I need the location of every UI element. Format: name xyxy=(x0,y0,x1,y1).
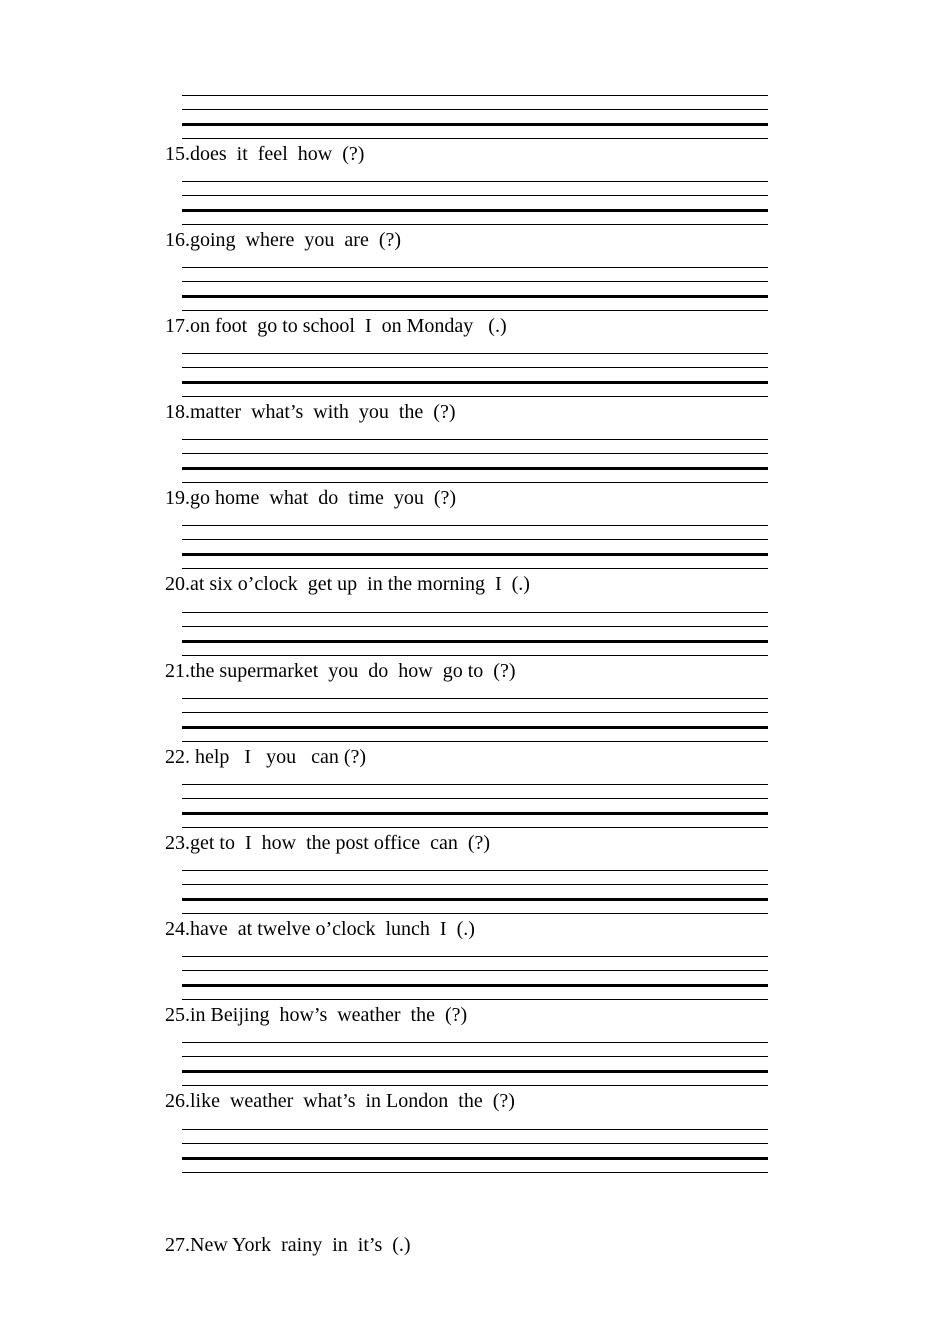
writing-lines-24 xyxy=(182,956,768,1000)
writing-lines-21 xyxy=(182,698,768,742)
writing-lines-19 xyxy=(182,525,768,569)
question-24: 24.have at twelve o’clock lunch I (.) xyxy=(165,918,475,940)
question-27: 27.New York rainy in it’s (.) xyxy=(165,1234,411,1256)
writing-lines-25 xyxy=(182,1042,768,1086)
question-20: 20.at six o’clock get up in the morning I (.) xyxy=(165,573,530,595)
question-17: 17.on foot go to school I on Monday (.) xyxy=(165,315,507,337)
writing-lines-26 xyxy=(182,1129,768,1173)
question-22: 22. help I you can (?) xyxy=(165,746,367,768)
question-25: 25.in Beijing how’s weather the (?) xyxy=(165,1004,468,1026)
writing-lines-22 xyxy=(182,784,768,828)
question-19: 19.go home what do time you (?) xyxy=(165,487,457,509)
writing-lines-23 xyxy=(182,870,768,914)
writing-lines-14 xyxy=(182,95,768,139)
question-26: 26.like weather what’s in London the (?) xyxy=(165,1090,515,1112)
writing-lines-15 xyxy=(182,181,768,225)
writing-lines-20 xyxy=(182,612,768,656)
writing-lines-18 xyxy=(182,439,768,483)
question-23: 23.get to I how the post office can (?) xyxy=(165,832,491,854)
question-15: 15.does it feel how (?) xyxy=(165,143,365,165)
question-21: 21.the supermarket you do how go to (?) xyxy=(165,660,516,682)
writing-lines-16 xyxy=(182,267,768,311)
question-18: 18.matter what’s with you the (?) xyxy=(165,401,456,423)
writing-lines-17 xyxy=(182,353,768,397)
question-16: 16.going where you are (?) xyxy=(165,229,402,251)
